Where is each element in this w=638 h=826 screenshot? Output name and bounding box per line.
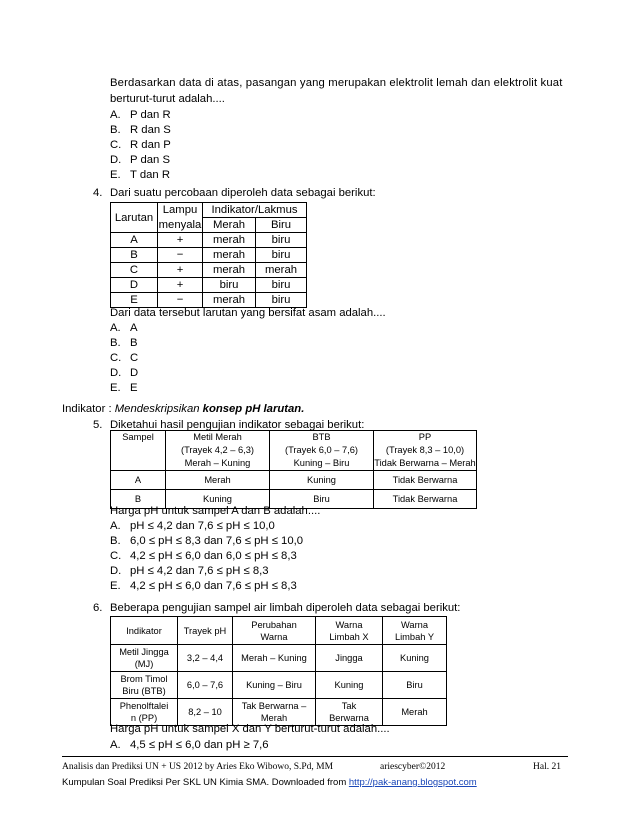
option-text: T dan R — [130, 169, 170, 181]
cell: Tak Berwarna – Merah — [233, 699, 316, 726]
q6-text: Beberapa pengujian sampel air limbah diperoleh data sebagai berikut: — [110, 602, 461, 614]
q5-option-e — [110, 579, 303, 594]
q5-question: Harga pH untuk sampel A dan B adalah.... — [110, 505, 321, 517]
option-letter: D. — [110, 565, 122, 577]
table-row — [111, 645, 447, 672]
indikator-label: Indikator : — [62, 403, 115, 415]
q5-text: Diketahui hasil pengujian indikator sebagai berikut: — [110, 419, 365, 431]
footer-credit: Analisis dan Prediksi UN + US 2012 by Aries Eko Wibowo, S.Pd, MM — [62, 762, 334, 772]
option-letter: D. — [110, 154, 122, 166]
option-text: D — [130, 367, 139, 379]
cell: C — [111, 263, 158, 278]
q5-option-b — [110, 534, 303, 549]
cell: Biru — [383, 672, 447, 699]
th-perubahan-warna — [233, 617, 316, 645]
header-line: Perubahan — [251, 619, 297, 630]
q5-table — [110, 430, 477, 509]
th-metil-merah — [166, 431, 270, 471]
q6-table — [110, 616, 447, 726]
q3-text-line2: berturut-turut adalah.... — [110, 93, 225, 105]
cell: merah — [203, 233, 256, 248]
cell: Jingga — [316, 645, 383, 672]
header-line: Limbah X — [329, 631, 369, 642]
th-indikator: Indikator/Lakmus — [203, 203, 307, 218]
header-line: PP — [418, 432, 432, 442]
table-row — [111, 233, 307, 248]
option-text: B — [130, 337, 138, 349]
cell: Kuning — [166, 490, 270, 509]
option-letter: A. — [110, 520, 121, 532]
cell: Kuning — [316, 672, 383, 699]
option-text: P dan S — [130, 154, 170, 166]
table-row — [111, 278, 307, 293]
cell: Merah — [166, 471, 270, 490]
q4-options — [110, 321, 138, 396]
q3-option-d — [110, 153, 171, 168]
header-line: Limbah Y — [394, 631, 435, 642]
option-text: 4,2 ≤ pH ≤ 6,0 dan 7,6 ≤ pH ≤ 8,3 — [130, 580, 297, 592]
option-letter: A. — [110, 109, 121, 121]
footer-page-number: Hal. 21 — [533, 762, 561, 772]
cell: biru — [256, 293, 307, 308]
th-larutan: Larutan — [111, 203, 158, 233]
header-line: Warna — [335, 619, 363, 630]
header-line: Warna — [400, 619, 429, 630]
cell: − — [158, 293, 203, 308]
option-letter: B. — [110, 124, 121, 136]
option-letter: D. — [110, 367, 122, 379]
q5-number: 5. — [93, 419, 103, 431]
cell: Phenolftalei n (PP) — [111, 699, 178, 726]
option-text: C — [130, 352, 139, 364]
q3-option-a — [110, 108, 171, 123]
table-row — [111, 471, 477, 490]
q4-table — [110, 202, 307, 308]
option-text: pH ≤ 4,2 dan 7,6 ≤ pH ≤ 8,3 — [130, 565, 269, 577]
option-letter: E. — [110, 382, 121, 394]
option-letter: C. — [110, 550, 122, 562]
th-pp — [374, 431, 477, 471]
header-line: Metil Merah — [193, 432, 242, 442]
th-warna-limbah-y — [383, 617, 447, 645]
cell: Metil Jingga (MJ) — [111, 645, 178, 672]
header-line: (Trayek 8,3 – 10,0) — [385, 445, 465, 455]
option-letter: C. — [110, 352, 122, 364]
cell: B — [111, 490, 166, 509]
cell: 6,0 – 7,6 — [178, 672, 233, 699]
option-letter: B. — [110, 337, 121, 349]
q6-option-a — [110, 738, 269, 753]
cell: + — [158, 233, 203, 248]
cell: + — [158, 278, 203, 293]
header-line: Tidak Berwarna – Merah — [374, 458, 476, 468]
table-row — [111, 672, 447, 699]
th-merah: Merah — [203, 218, 256, 233]
q3-options — [110, 108, 171, 183]
q5-option-a — [110, 519, 303, 534]
option-text: E — [130, 382, 138, 394]
indikator-concept: konsep pH larutan. — [202, 403, 305, 415]
cell: E — [111, 293, 158, 308]
cell: merah — [203, 293, 256, 308]
footer-copyright: ariescyber©2012 — [380, 762, 446, 772]
q4-option-d — [110, 366, 138, 381]
th-lampu-line2: menyala — [158, 218, 202, 231]
q4-question: Dari data tersebut larutan yang bersifat asam adalah.... — [110, 307, 386, 319]
q3-option-b — [110, 123, 171, 138]
th-indikator: Indikator — [111, 617, 178, 645]
header-line: Kuning – Biru — [293, 458, 350, 468]
option-text: R dan S — [130, 124, 171, 136]
cell: merah — [256, 263, 307, 278]
cell: biru — [256, 248, 307, 263]
th-lampu-line1: Lampu — [158, 203, 203, 218]
footer-source-text: Kumpulan Soal Prediksi Per SKL UN Kimia SMA. Downloaded from — [62, 777, 349, 788]
option-letter: B. — [110, 535, 121, 547]
header-line: (Trayek 4,2 – 6,3) — [180, 445, 255, 455]
cell: Tidak Berwarna — [374, 490, 477, 509]
cell: Merah – Kuning — [233, 645, 316, 672]
q6-number: 6. — [93, 602, 103, 614]
option-text: P dan R — [130, 109, 171, 121]
cell: Tidak Berwarna — [374, 471, 477, 490]
option-text: R dan P — [130, 139, 171, 151]
header-line: BTB — [312, 432, 331, 442]
q4-option-c — [110, 351, 138, 366]
th-biru: Biru — [256, 218, 307, 233]
indikator-desc: Mendeskripsikan — [114, 403, 203, 415]
cell: Brom Timol Biru (BTB) — [111, 672, 178, 699]
cell: 8,2 – 10 — [178, 699, 233, 726]
option-text: 4,2 ≤ pH ≤ 6,0 dan 6,0 ≤ pH ≤ 8,3 — [130, 550, 297, 562]
cell: A — [111, 471, 166, 490]
cell: Kuning — [383, 645, 447, 672]
cell: Kuning – Biru — [233, 672, 316, 699]
header-line: Warna — [260, 631, 288, 642]
cell: Tak Berwarna — [316, 699, 383, 726]
q4-option-b — [110, 336, 138, 351]
footer-source — [62, 777, 477, 788]
option-letter: E. — [110, 169, 121, 181]
option-letter: A. — [110, 322, 121, 334]
option-text: pH ≤ 4,2 dan 7,6 ≤ pH ≤ 10,0 — [130, 520, 275, 532]
cell: Merah — [383, 699, 447, 726]
q5-options — [110, 519, 303, 594]
cell: merah — [203, 263, 256, 278]
cell: + — [158, 263, 203, 278]
q4-text: Dari suatu percobaan diperoleh data sebagai berikut: — [110, 187, 376, 199]
footer-link[interactable]: http://pak-anang.blogspot.com — [348, 777, 477, 788]
cell: biru — [256, 278, 307, 293]
q4-option-a — [110, 321, 138, 336]
option-text: A — [130, 322, 138, 334]
th-btb — [270, 431, 374, 471]
option-text: 6,0 ≤ pH ≤ 8,3 dan 7,6 ≤ pH ≤ 10,0 — [130, 535, 304, 547]
q5-option-d — [110, 564, 303, 579]
table-row — [111, 263, 307, 278]
cell: A — [111, 233, 158, 248]
footer-divider — [62, 756, 568, 757]
q5-option-c — [110, 549, 303, 564]
option-letter: C. — [110, 139, 122, 151]
q3-option-e — [110, 168, 171, 183]
cell: Kuning — [270, 471, 374, 490]
option-letter: A. — [110, 739, 121, 751]
indikator-line — [62, 402, 304, 417]
cell: D — [111, 278, 158, 293]
option-letter: E. — [110, 580, 121, 592]
cell: 3,2 – 4,4 — [178, 645, 233, 672]
th-warna-limbah-x — [316, 617, 383, 645]
th-sampel: Sampel — [111, 431, 166, 471]
cell: biru — [256, 233, 307, 248]
q4-option-e — [110, 381, 138, 396]
cell: B — [111, 248, 158, 263]
option-text: 4,5 ≤ pH ≤ 6,0 dan pH ≥ 7,6 — [130, 739, 269, 751]
th-trayek: Trayek pH — [178, 617, 233, 645]
cell: − — [158, 248, 203, 263]
header-line: Merah – Kuning — [184, 458, 251, 468]
table-row — [111, 248, 307, 263]
cell: Biru — [270, 490, 374, 509]
q3-option-c — [110, 138, 171, 153]
cell: biru — [203, 278, 256, 293]
q3-text-line1: Berdasarkan data di atas, pasangan yang merupakan elektrolit lemah dan elektrolit kuat — [110, 77, 563, 89]
q4-number: 4. — [93, 187, 103, 199]
cell: merah — [203, 248, 256, 263]
header-line: (Trayek 6,0 – 7,6) — [284, 445, 359, 455]
q6-question: Harga pH untuk sampel X dan Y berturut-turut adalah.... — [110, 723, 390, 735]
